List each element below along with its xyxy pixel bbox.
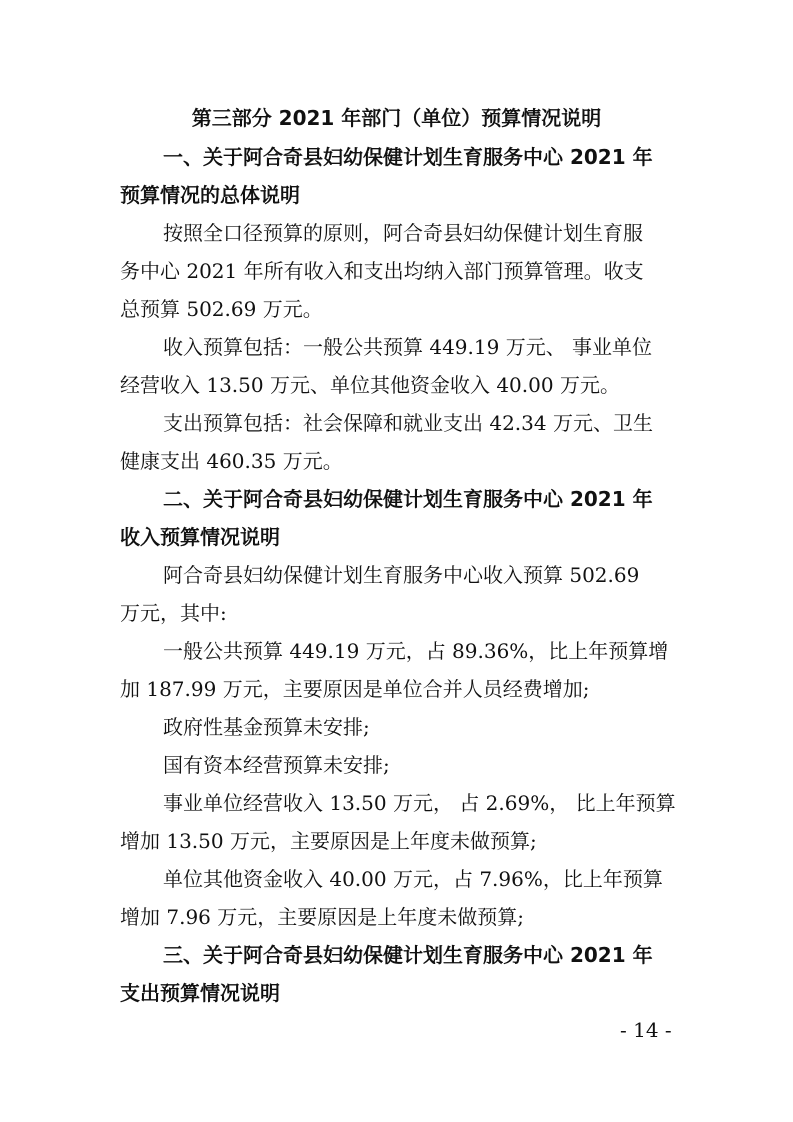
- page-title: 第三部分 2021 年部门（单位）预算情况说明: [191, 106, 602, 130]
- section3-heading-line2: 支出预算情况说明: [120, 981, 280, 1005]
- section2-paragraph3-line1: 政府性基金预算未安排;: [163, 715, 370, 739]
- section1-paragraph1-line2: 务中心 2021 年所有收入和支出均纳入部门预算管理。收支: [120, 259, 644, 283]
- section2-paragraph1-line2: 万元，其中:: [120, 601, 227, 625]
- section3-heading-line1: 三、关于阿合奇县妇幼保健计划生育服务中心 2021 年: [163, 943, 653, 967]
- section1-paragraph3-line1: 支出预算包括：社会保障和就业支出 42.34 万元、卫生: [163, 411, 653, 435]
- section2-heading-line2: 收入预算情况说明: [120, 525, 280, 549]
- section1-paragraph2-line1: 收入预算包括：一般公共预算 449.19 万元、 事业单位: [163, 335, 653, 359]
- section2-paragraph5-line2: 增加 13.50 万元，主要原因是上年度未做预算;: [120, 829, 537, 853]
- section1-paragraph3-line2: 健康支出 460.35 万元。: [120, 449, 343, 473]
- section2-paragraph4-line1: 国有资本经营预算未安排;: [163, 753, 390, 777]
- section2-paragraph2-line1: 一般公共预算 449.19 万元，占 89.36%，比上年预算增: [163, 639, 669, 663]
- section1-heading-line1: 一、关于阿合奇县妇幼保健计划生育服务中心 2021 年: [163, 145, 653, 169]
- section2-paragraph5-line1: 事业单位经营收入 13.50 万元， 占 2.69%， 比上年预算: [163, 791, 676, 815]
- section2-paragraph2-line2: 加 187.99 万元，主要原因是单位合并人员经费增加;: [120, 677, 590, 701]
- page-number: - 14 -: [620, 1018, 672, 1042]
- section2-paragraph6-line1: 单位其他资金收入 40.00 万元，占 7.96%，比上年预算: [163, 867, 663, 891]
- section1-paragraph2-line2: 经营收入 13.50 万元、单位其他资金收入 40.00 万元。: [120, 373, 620, 397]
- section2-paragraph1-line1: 阿合奇县妇幼保健计划生育服务中心收入预算 502.69: [163, 563, 640, 587]
- section1-paragraph1-line1: 按照全口径预算的原则，阿合奇县妇幼保健计划生育服: [163, 221, 643, 245]
- section1-paragraph1-line3: 总预算 502.69 万元。: [120, 297, 323, 321]
- section2-heading-line1: 二、关于阿合奇县妇幼保健计划生育服务中心 2021 年: [163, 487, 653, 511]
- section1-heading-line2: 预算情况的总体说明: [120, 183, 300, 207]
- section2-paragraph6-line2: 增加 7.96 万元，主要原因是上年度未做预算;: [120, 905, 524, 929]
